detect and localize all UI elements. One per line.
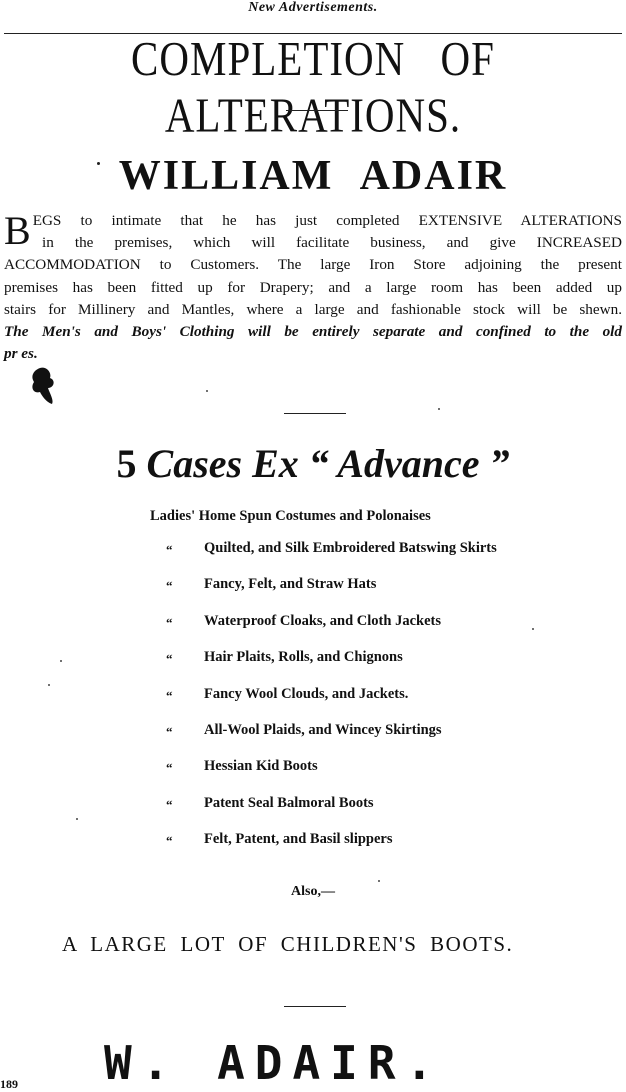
ditto-mark: “ <box>166 578 173 594</box>
stock-list-item <box>150 722 610 758</box>
stock-list-item <box>150 795 610 831</box>
ditto-mark: “ <box>166 614 173 630</box>
ink-blot <box>30 366 56 406</box>
paper-speck <box>378 880 380 882</box>
paper-speck <box>532 628 534 630</box>
also-line: Also,— <box>291 884 335 899</box>
stock-item-text: Felt, Patent, and Basil slippers <box>204 831 393 848</box>
running-head: New Advertisements. <box>248 0 378 15</box>
announcement-italic-line: The Men's and Boys' Clothing will be entirely separate and confined to the old <box>4 323 622 341</box>
cases-text: Cases Ex “ Advance ” <box>146 441 510 486</box>
ditto-mark: “ <box>166 651 173 667</box>
stock-item-text: Hair Plaits, Rolls, and Chignons <box>204 649 403 666</box>
announcement-line: premises has been fitted up for Drapery; and a large room has been added up <box>4 278 622 296</box>
page-number: 189 <box>0 1077 18 1091</box>
stock-item-text: Fancy, Felt, and Straw Hats <box>204 576 377 593</box>
announcement-line: EGS to intimate that he has just completed EXTENSIVE ALTERATIONS <box>32 212 622 229</box>
ditto-mark: “ <box>166 796 173 812</box>
ditto-mark: “ <box>166 833 173 849</box>
stock-list-item <box>150 576 610 612</box>
stock-item-text: Patent Seal Balmoral Boots <box>204 794 374 811</box>
stock-list-item <box>150 649 610 685</box>
ditto-mark: “ <box>166 687 173 703</box>
stock-list-item <box>150 540 610 576</box>
short-rule <box>284 413 346 414</box>
stock-list-item <box>150 613 610 649</box>
stock-item-text: Quilted, and Silk Embroidered Batswing Skirts <box>204 540 497 556</box>
stock-list-item <box>150 831 610 867</box>
ditto-mark: “ <box>166 542 173 557</box>
paper-speck <box>60 660 62 662</box>
stock-item-text: Waterproof Cloaks, and Cloth Jackets <box>204 612 441 629</box>
cases-heading <box>0 440 626 487</box>
announcement-italic-line: pr es. <box>4 345 38 363</box>
announcement-line: ACCOMMODATION to Customers. The large Iron Store adjoining the present <box>4 256 622 274</box>
announcement-paragraph <box>4 210 622 365</box>
ditto-mark: “ <box>166 760 173 776</box>
stock-list-item <box>150 686 610 722</box>
stock-list-first-item: Ladies' Home Spun Costumes and Polonaises <box>150 508 431 524</box>
short-rule <box>286 110 348 111</box>
paper-speck <box>438 408 440 410</box>
headline: COMPLETION OF ALTERATIONS. <box>131 31 495 143</box>
signature: W. ADAIR. <box>104 1036 444 1090</box>
stock-list-item <box>150 758 610 794</box>
paper-speck <box>48 684 50 686</box>
stock-item-text: Fancy Wool Clouds, and Jackets. <box>204 685 409 702</box>
lot-line: A LARGE LOT OF CHILDREN'S BOOTS. <box>62 932 514 956</box>
stock-item-text: Hessian Kid Boots <box>204 758 318 775</box>
short-rule <box>284 1006 346 1007</box>
cases-number: 5 <box>116 441 137 486</box>
drop-cap: B <box>4 208 31 253</box>
stock-item-text: All-Wool Plaids, and Wincey Skirtings <box>204 721 442 738</box>
paper-speck <box>206 390 208 392</box>
paper-speck <box>76 818 78 820</box>
ditto-mark: “ <box>166 723 173 739</box>
announcement-line: stairs for Millinery and Mantles, where a large and fashionable stock will be shewn. <box>4 300 622 318</box>
stock-list <box>150 508 610 868</box>
merchant-heading: WILLIAM ADAIR <box>118 153 508 199</box>
announcement-line: in the premises, which will facilitate business, and give INCREASED <box>42 234 622 252</box>
